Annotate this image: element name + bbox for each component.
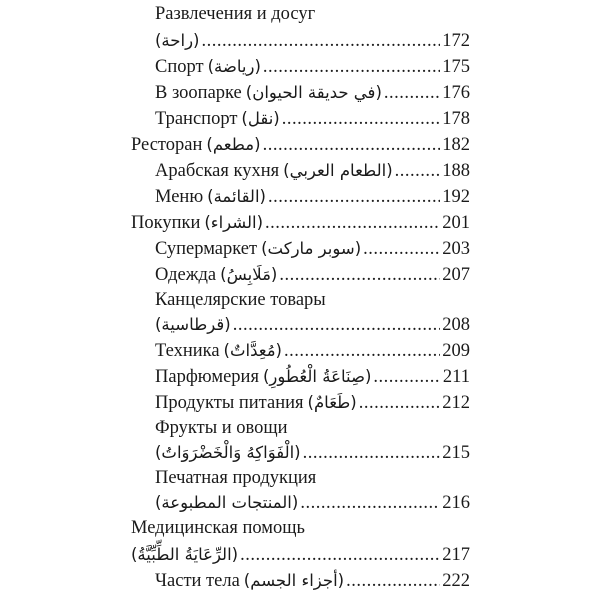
toc-entry-zoo[interactable] [155,80,470,105]
toc-entry-page: 182 [442,135,470,155]
toc-entry-title: Арабская кухня [155,161,280,181]
dot-leader [279,263,440,288]
toc-entry-electronics[interactable] [155,338,470,363]
toc-entry-printed-heading [155,466,316,491]
toc-entry-title: Продукты питания [155,393,304,413]
toc-entry-groceries[interactable] [155,390,470,415]
dot-leader [263,133,441,158]
toc-entry-title: Меню [155,187,204,207]
toc-entry-leisure[interactable] [155,28,470,53]
toc-entry-shopping[interactable] [131,210,470,235]
toc-entry-title: В зоопарке [155,83,242,103]
toc-entry-arabic: (قرطاسية) [155,315,231,334]
toc-entry-arabic: (مطعم) [206,135,261,154]
toc-entry-arabic: (سوبر ماركت) [261,239,362,258]
dot-leader [265,211,440,236]
toc-entry-page: 216 [442,493,470,513]
toc-entry-title: Медицинская помощь [131,518,305,538]
toc-entry-title: Покупки [131,213,201,233]
toc-entry-arabic: (القائمة) [207,187,266,206]
toc-entry-arabic: (الشراء) [204,213,264,232]
dot-leader [384,81,440,106]
toc-entry-stationery-heading [155,288,326,313]
toc-entry-title: Техника [155,341,220,361]
dot-leader [300,491,440,516]
toc-entry-page: 208 [442,315,470,335]
toc-entry-page: 215 [442,443,470,463]
toc-entry-perfumery[interactable] [155,364,470,389]
dot-leader [346,569,440,594]
toc-entry-page: 188 [442,161,470,181]
toc-entry-page: 222 [442,571,470,591]
toc-entry-arabic: (الْفَوَاكِهُ وَالْخَضْرَوَاتُ) [155,443,301,462]
toc-entry-arabic: (مَلَابِسُ) [220,265,278,284]
toc-entry-arabic: (في حديقة الحيوان) [245,83,382,102]
toc-entry-menu[interactable] [155,184,470,209]
toc-entry-arabic: (راحة) [155,31,200,50]
toc-entry-page: 203 [442,239,470,259]
toc-entry-page: 212 [442,393,470,413]
dot-leader [284,339,440,364]
toc-entry-leisure-heading [155,2,315,27]
dot-leader [201,29,440,54]
toc-entry-title: Одежда [155,265,217,285]
toc-entry-fruits[interactable] [155,440,470,465]
toc-entry-arab-cuisine[interactable] [155,158,470,183]
dot-leader [240,543,440,568]
dot-leader [359,391,441,416]
toc-entry-body-parts[interactable] [155,568,470,593]
toc-entry-medical[interactable] [131,542,470,567]
toc-entry-page: 176 [442,83,470,103]
toc-entry-arabic: (رياضة) [207,57,261,76]
toc-entry-page: 217 [442,545,470,565]
toc-entry-sport[interactable] [155,54,470,79]
toc-entry-arabic: (المنتجات المطبوعة) [155,493,299,512]
toc-entry-arabic: (نقل) [241,109,280,128]
toc-entry-title: Фрукты и овощи [155,418,288,438]
dot-leader [282,107,441,132]
dot-leader [263,55,440,80]
toc-entry-arabic: (أجزاء الجسم) [243,571,345,590]
toc-entry-page: 207 [442,265,470,285]
toc-entry-arabic: (مُعِدَّاتٌ) [223,341,282,360]
toc-entry-supermarket[interactable] [155,236,470,261]
toc-entry-clothing[interactable] [155,262,470,287]
toc-entry-title: Парфюмерия [155,367,259,387]
toc-entry-fruits-heading [155,416,288,441]
toc-entry-title: Спорт [155,57,204,77]
toc-entry-arabic: (الرِّعَايَةُ الطِّبِّيَّةُ) [131,545,239,564]
toc-entry-page: 201 [442,213,470,233]
toc-entry-title: Развлечения и досуг [155,4,316,24]
toc-entry-title: Части тела [155,571,240,591]
toc-entry-page: 192 [442,187,470,207]
toc-entry-arabic: (صِنَاعَةُ الْعُطُورِ) [262,367,372,386]
toc-entry-arabic: (الطعام العربي) [283,161,393,180]
dot-leader [268,185,440,210]
toc-entry-stationery[interactable] [155,312,470,337]
toc-entry-page: 172 [442,31,470,51]
toc-entry-page: 178 [442,109,470,129]
dot-leader [373,365,441,390]
toc-entry-transport[interactable] [155,106,470,131]
toc-entry-printed[interactable] [155,490,470,515]
toc-entry-page: 175 [442,57,470,77]
toc-entry-arabic: (طَعَامٌ) [307,393,357,412]
toc-entry-page: 211 [442,367,470,387]
toc-entry-page: 209 [442,341,470,361]
toc-entry-restaurant[interactable] [131,132,470,157]
dot-leader [363,237,440,262]
toc-entry-title: Печатная продукция [155,468,317,488]
dot-leader [395,159,441,184]
toc-entry-title: Ресторан [131,135,203,155]
dot-leader [233,313,441,338]
toc-entry-medical-heading [131,516,305,541]
dot-leader [303,441,441,466]
toc-entry-title: Транспорт [155,109,238,129]
toc-entry-title: Канцелярские товары [155,290,326,310]
toc-entry-title: Супермаркет [155,239,258,259]
